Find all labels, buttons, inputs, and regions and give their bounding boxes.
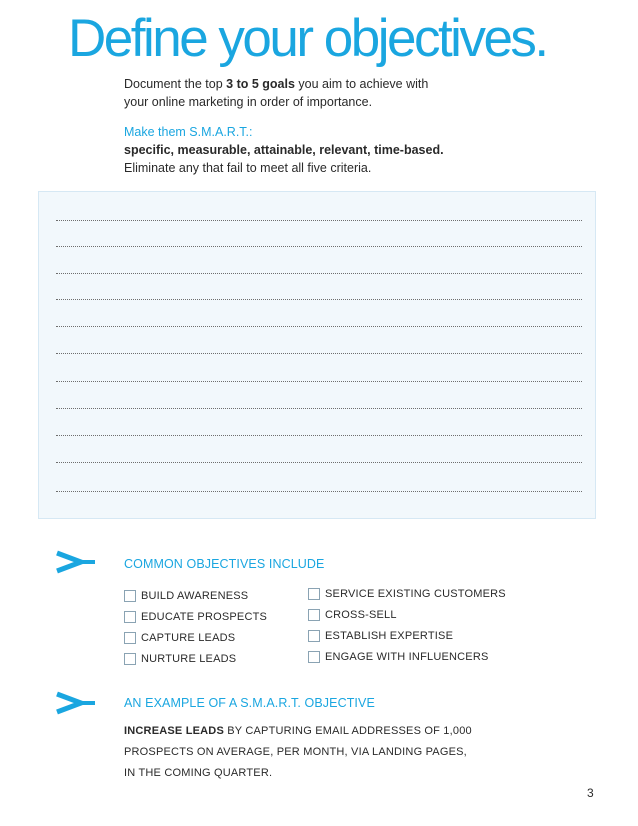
example-line-2: PROSPECTS ON AVERAGE, PER MONTH, VIA LANDING PAGES,: [124, 746, 467, 758]
writing-line-10[interactable]: [56, 462, 582, 463]
writing-line-11[interactable]: [56, 491, 582, 492]
objective-label: EDUCATE PROSPECTS: [141, 610, 268, 623]
checkbox[interactable]: [308, 651, 320, 663]
objective-item[interactable]: [308, 604, 506, 625]
objective-item[interactable]: [308, 583, 506, 604]
objective-item[interactable]: [124, 585, 267, 606]
intro-line-2: your online marketing in order of importance.: [124, 95, 373, 109]
objective-item[interactable]: [124, 627, 267, 648]
checkbox[interactable]: [308, 588, 320, 600]
writing-line-4[interactable]: [56, 299, 582, 300]
checkbox[interactable]: [308, 609, 320, 621]
smart-criteria-text: specific, measurable, attainable, relevant, time-based.: [124, 143, 444, 157]
intro-text: [124, 75, 544, 177]
chevron-arrow-icon: [55, 689, 97, 717]
writing-line-7[interactable]: [56, 381, 582, 382]
writing-line-6[interactable]: [56, 353, 582, 354]
example-objective: [124, 721, 524, 784]
intro-line-1-end: you aim to achieve with: [294, 77, 429, 91]
checkbox[interactable]: [124, 653, 136, 665]
example-line-3: IN THE COMING QUARTER.: [124, 767, 273, 779]
writing-line-9[interactable]: [56, 435, 582, 436]
checkbox[interactable]: [308, 630, 320, 642]
intro-line-1: [124, 75, 544, 93]
writing-line-5[interactable]: [56, 326, 582, 327]
writing-line-8[interactable]: [56, 408, 582, 409]
eliminate-note: Eliminate any that fail to meet all five criteria.: [124, 161, 372, 175]
checkbox[interactable]: [124, 590, 136, 602]
objective-label: CAPTURE LEADS: [141, 631, 236, 644]
example-line-1-rest: BY CAPTURING EMAIL ADDRESSES OF 1,000: [223, 725, 472, 737]
checkbox[interactable]: [124, 611, 136, 623]
objective-item[interactable]: [124, 606, 267, 627]
checkbox[interactable]: [124, 632, 136, 644]
objective-item[interactable]: [308, 646, 506, 667]
example-line-1: [124, 721, 524, 742]
objective-label: BUILD AWARENESS: [141, 589, 249, 602]
writing-line-2[interactable]: [56, 246, 582, 247]
objectives-list-right: [308, 583, 506, 667]
objective-label: CROSS-SELL: [325, 608, 397, 621]
goals-emphasis: 3 to 5 goals: [226, 77, 295, 91]
writing-line-1[interactable]: [56, 220, 582, 221]
chevron-arrow-icon: [55, 548, 97, 576]
smart-label: Make them S.M.A.R.T.:: [124, 125, 253, 139]
objective-label: ESTABLISH EXPERTISE: [325, 629, 454, 642]
intro-line-1-start: Document the top: [124, 77, 227, 91]
page-number: 3: [587, 786, 594, 800]
smart-criteria: [124, 141, 544, 159]
objective-item[interactable]: [124, 648, 267, 669]
objectives-worksheet: [38, 191, 596, 519]
objectives-list-left: [124, 585, 267, 669]
objective-label: NURTURE LEADS: [141, 652, 237, 665]
example-emphasis: INCREASE LEADS: [124, 725, 224, 737]
writing-line-3[interactable]: [56, 273, 582, 274]
common-objectives-heading: COMMON OBJECTIVES INCLUDE: [124, 557, 325, 571]
page-title: Define your objectives.: [68, 9, 547, 68]
objective-item[interactable]: [308, 625, 506, 646]
objective-label: ENGAGE WITH INFLUENCERS: [325, 650, 489, 663]
objective-label: SERVICE EXISTING CUSTOMERS: [325, 587, 506, 600]
example-heading: AN EXAMPLE OF A S.M.A.R.T. OBJECTIVE: [124, 696, 375, 710]
